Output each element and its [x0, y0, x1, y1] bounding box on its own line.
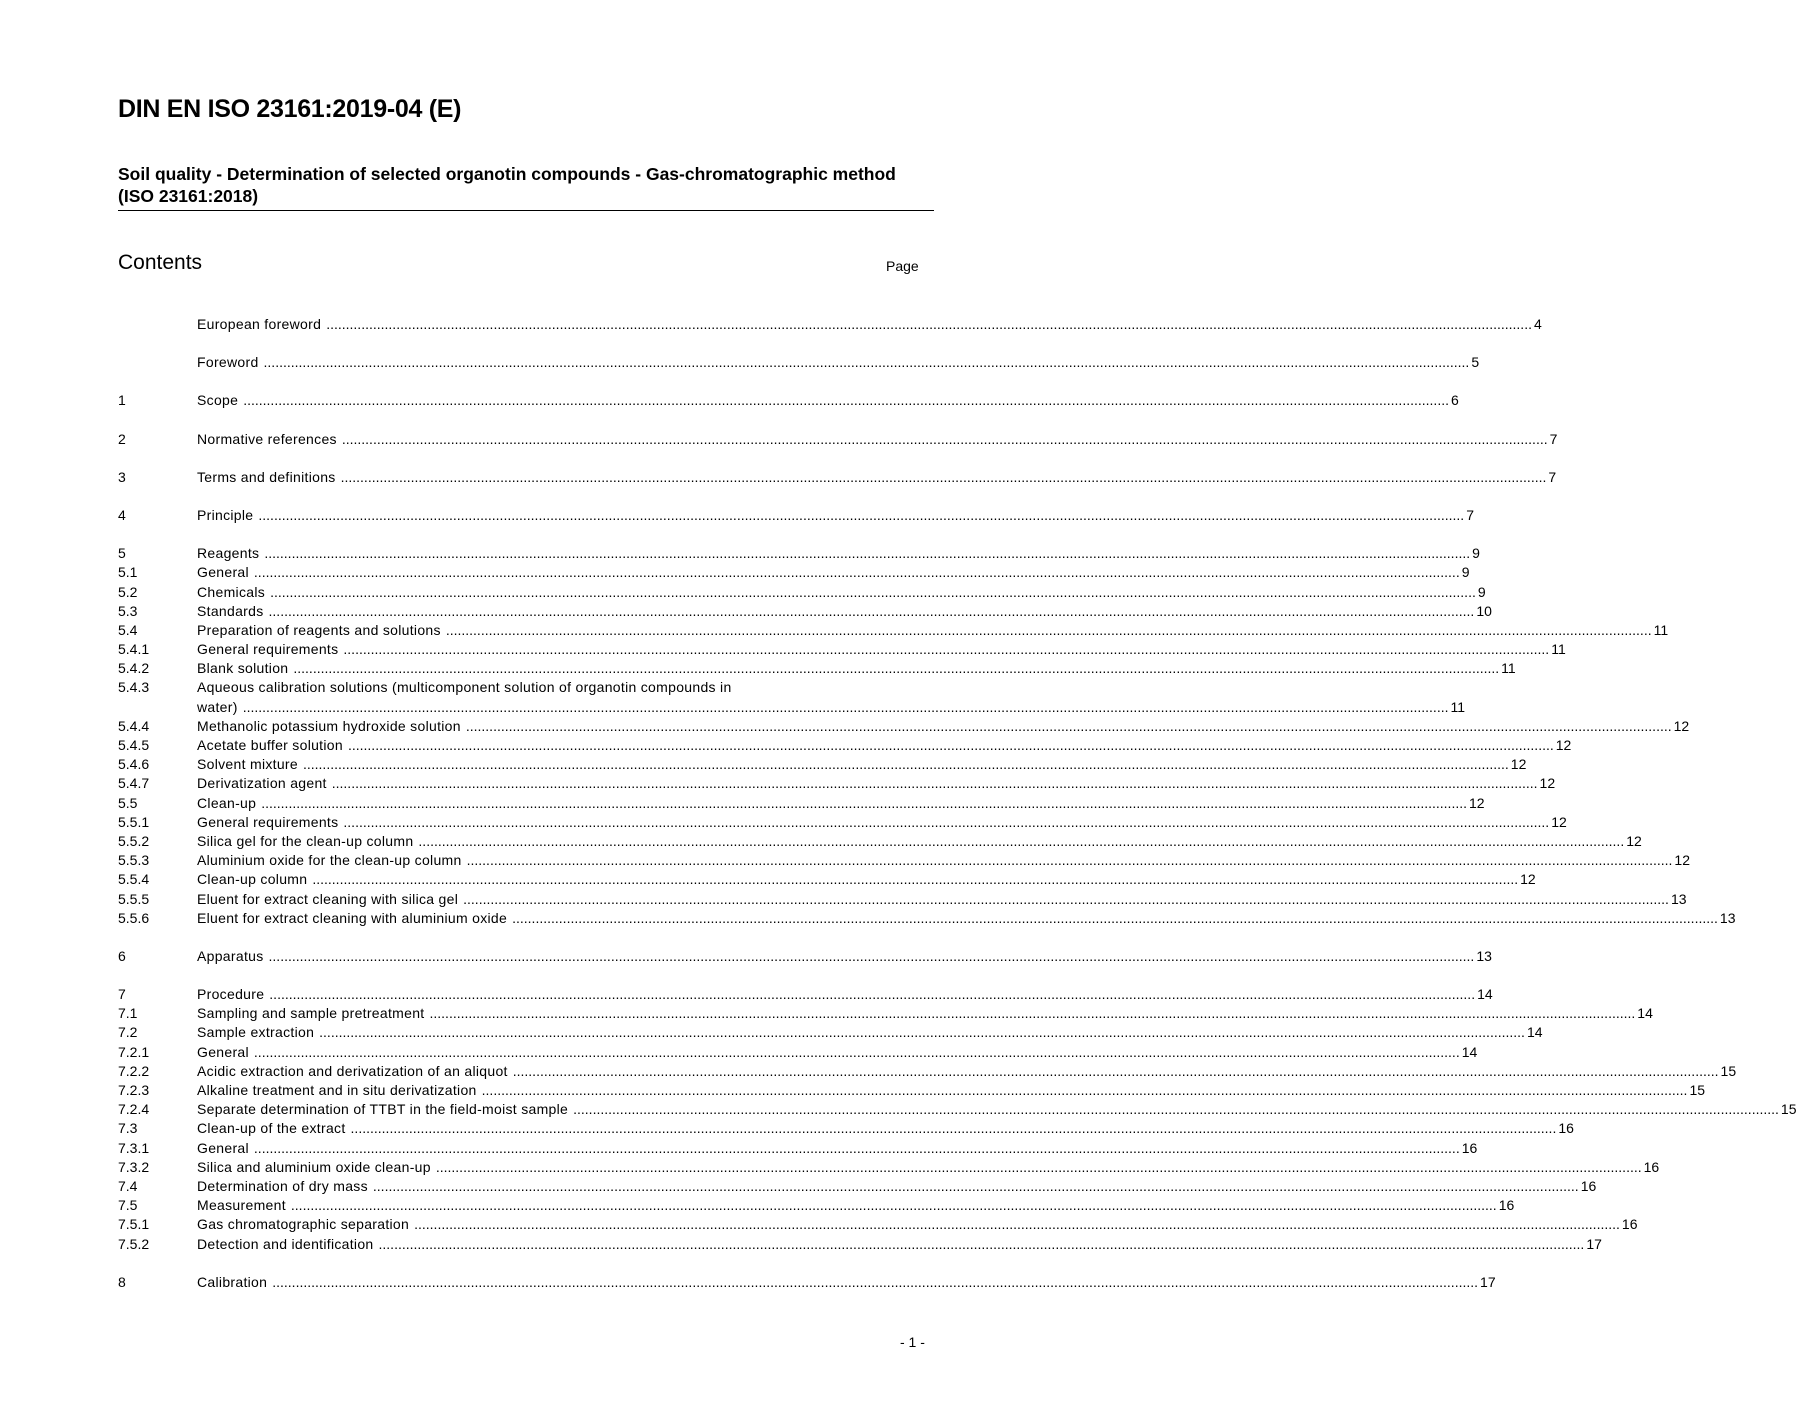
toc-dot-leader: [466, 717, 1672, 736]
toc-dot-leader: [312, 870, 1518, 889]
toc-dot-leader: [512, 909, 1718, 928]
document-id: DIN EN ISO 23161:2019-04 (E): [118, 95, 462, 123]
toc-entry-number: 7.2.1: [118, 1043, 150, 1060]
toc-entry-page: 12: [1469, 794, 1485, 811]
toc-dot-leader: [446, 621, 1652, 640]
toc-entry-page: 12: [1674, 852, 1690, 869]
toc-entry-page: 7: [1548, 468, 1557, 485]
toc-entry-page: 14: [1461, 1043, 1478, 1060]
page-number: - 1 -: [900, 1334, 925, 1350]
toc-entry[interactable]: [118, 1196, 1515, 1215]
toc-entry-number: 5.5.4: [118, 871, 150, 888]
toc-entry-number: 5.4.6: [118, 756, 150, 773]
toc-entry-page: 16: [1558, 1120, 1574, 1137]
toc-entry-number: 5.2: [118, 583, 138, 600]
toc-entry-number: 7.5.2: [118, 1235, 150, 1252]
toc-entry-page: 16: [1461, 1139, 1478, 1156]
toc-entry-title: Normative references: [197, 430, 337, 447]
toc-dot-leader: [341, 468, 1547, 487]
toc-entry[interactable]: [118, 1215, 1638, 1234]
toc-entry[interactable]: [118, 717, 1690, 736]
toc-entry-title: Alkaline treatment and in situ derivatization: [197, 1082, 477, 1098]
toc-entry[interactable]: [118, 353, 1480, 372]
toc-entry-title: Acetate buffer solution: [197, 737, 343, 753]
toc-entry[interactable]: [118, 1081, 1706, 1100]
toc-entry-title: Separate determination of TTBT in the field-moist sample: [197, 1101, 569, 1118]
toc-dot-leader: [436, 1158, 1642, 1177]
toc-entry[interactable]: [118, 1100, 1797, 1119]
toc-entry-title: General requirements: [197, 641, 339, 658]
toc-entry-title: Sample extraction: [197, 1024, 315, 1041]
toc-entry-page: 9: [1472, 545, 1480, 562]
toc-dot-leader: [254, 563, 1460, 582]
toc-entry-number: 6: [118, 947, 126, 964]
page-column-label: Page: [886, 258, 919, 274]
toc-entry-number: 7: [118, 986, 126, 1003]
toc-entry-number: 7.2.2: [118, 1062, 150, 1079]
toc-entry-number: 5.4.7: [118, 775, 150, 792]
toc-entry-page: 12: [1510, 756, 1527, 773]
toc-entry-page: 9: [1461, 564, 1470, 581]
toc-entry-title: Aluminium oxide for the clean-up column: [197, 852, 462, 869]
toc-entry-page: 15: [1780, 1101, 1797, 1118]
toc-entry-page: 12: [1626, 832, 1642, 849]
toc-entry-page: 15: [1689, 1082, 1706, 1098]
toc-dot-leader: [482, 1081, 1688, 1100]
toc-entry[interactable]: [118, 774, 1556, 793]
toc-entry-title: Eluent for extract cleaning with aluminium oxide: [197, 909, 508, 926]
document-subtitle: Soil quality - Determination of selected organotin compounds - Gas-chromatographic method (ISO 23161:2018): [118, 164, 896, 206]
toc-dot-leader: [343, 813, 1549, 832]
toc-entry-number: 5.4.3: [118, 679, 150, 696]
contents-heading: Contents: [118, 251, 203, 274]
toc-entry-title: Clean-up of the extract: [197, 1120, 346, 1137]
toc-entry[interactable]: [118, 1023, 1543, 1042]
toc-entry-number: 7.3: [118, 1120, 138, 1137]
toc-entry-page: 12: [1673, 717, 1690, 734]
toc-entry-page: 15: [1720, 1062, 1737, 1079]
toc-entry-number: 7.5: [118, 1197, 138, 1214]
toc-entry[interactable]: [118, 870, 1536, 889]
toc-entry-title: Gas chromatographic separation: [197, 1216, 410, 1233]
toc-dot-leader: [293, 659, 1499, 678]
toc-entry[interactable]: [118, 794, 1485, 813]
toc-entry-title: Calibration: [197, 1273, 268, 1290]
toc-dot-leader: [332, 774, 1538, 793]
toc-dot-leader: [243, 698, 1449, 717]
toc-entry-page: 7: [1549, 430, 1558, 447]
toc-dot-leader: [467, 851, 1673, 870]
toc-entry[interactable]: [118, 1273, 1496, 1292]
toc-entry-number: 5.4.4: [118, 717, 150, 734]
toc-entry-number: 7.2.3: [118, 1082, 150, 1098]
toc-dot-leader: [342, 430, 1548, 449]
toc-entry-page: 16: [1621, 1216, 1638, 1233]
toc-entry-number: 7.5.1: [118, 1216, 150, 1233]
toc-entry[interactable]: [118, 602, 1492, 621]
toc-entry-number: 5: [118, 545, 126, 562]
toc-entry-number: 5.4.5: [118, 737, 150, 753]
toc-entry-title: Derivatization agent: [197, 775, 327, 792]
table-of-contents: [118, 315, 1797, 1292]
toc-entry-title: Acidic extraction and derivatization of an aliquot: [197, 1062, 508, 1079]
toc-entry[interactable]: [118, 640, 1566, 659]
toc-entry-number: 3: [118, 468, 126, 485]
toc-entry[interactable]: [118, 755, 1527, 774]
toc-entry[interactable]: [118, 468, 1557, 487]
toc-entry[interactable]: [118, 813, 1567, 832]
toc-entry-number: 5.4.2: [118, 660, 150, 677]
toc-dot-leader: [269, 947, 1475, 966]
toc-entry-page: 10: [1476, 602, 1492, 619]
toc-entry-number: 7.2.4: [118, 1101, 150, 1118]
toc-entry-page: 16: [1498, 1197, 1515, 1214]
toc-entry[interactable]: [118, 1119, 1574, 1138]
toc-entry-title: Silica and aluminium oxide clean-up: [197, 1158, 431, 1175]
toc-entry-number: 5.5.6: [118, 909, 150, 926]
toc-dot-leader: [258, 506, 1464, 525]
toc-entry[interactable]: [118, 315, 1542, 334]
toc-entry[interactable]: [118, 1043, 1478, 1062]
toc-entry-title: Silica gel for the clean-up column: [197, 832, 414, 849]
toc-entry-title: Scope: [197, 392, 239, 409]
toc-dot-leader: [351, 1119, 1557, 1138]
toc-entry-number: 5.4.1: [118, 641, 150, 658]
toc-entry-page: 12: [1555, 737, 1572, 753]
toc-entry[interactable]: [118, 985, 1493, 1004]
toc-entry[interactable]: [118, 583, 1486, 602]
toc-entry-page: 12: [1551, 813, 1567, 830]
toc-entry-page: 11: [1501, 660, 1516, 677]
toc-dot-leader: [264, 353, 1470, 372]
toc-dot-leader: [343, 640, 1549, 659]
toc-entry-title: Determination of dry mass: [197, 1177, 368, 1194]
toc-dot-leader: [272, 1273, 1478, 1292]
toc-entry-number: 2: [118, 430, 126, 447]
toc-entry[interactable]: [118, 909, 1736, 928]
toc-entry-number: 7.4: [118, 1177, 138, 1194]
toc-entry-page: 16: [1643, 1158, 1660, 1175]
toc-entry[interactable]: [118, 1139, 1478, 1158]
toc-entry-page: 13: [1719, 909, 1736, 926]
toc-entry[interactable]: [118, 736, 1572, 755]
toc-entry-number: 1: [118, 392, 126, 409]
toc-entry-title: Procedure: [197, 986, 265, 1003]
toc-entry-page: 16: [1580, 1177, 1597, 1194]
toc-entry[interactable]: [118, 1062, 1737, 1081]
toc-dot-leader: [414, 1215, 1620, 1234]
toc-dot-leader: [243, 391, 1449, 410]
toc-entry[interactable]: [118, 621, 1669, 640]
toc-entry-number: 5.4: [118, 621, 138, 638]
toc-entry-title: Aqueous calibration solutions (multicomponent solution of organotin compounds in: [197, 679, 732, 696]
toc-entry-number: 5.5.5: [118, 890, 150, 907]
toc-dot-leader: [379, 1235, 1585, 1254]
toc-dot-leader: [319, 1023, 1525, 1042]
toc-entry[interactable]: [118, 678, 920, 697]
toc-entry[interactable]: [118, 391, 1459, 410]
toc-entry[interactable]: [118, 506, 1474, 525]
toc-entry-title: General: [197, 1043, 249, 1060]
toc-entry[interactable]: [118, 947, 1492, 966]
toc-entry-title: Principle: [197, 506, 254, 523]
toc-dot-leader: [573, 1100, 1779, 1119]
toc-entry-title: Chemicals: [197, 583, 266, 600]
toc-dot-leader: [291, 1196, 1497, 1215]
toc-dot-leader: [261, 794, 1467, 813]
toc-entry-title: Clean-up: [197, 794, 257, 811]
toc-dot-leader: [254, 1043, 1460, 1062]
toc-dot-leader: [373, 1177, 1579, 1196]
toc-entry-page: 12: [1520, 871, 1536, 888]
toc-entry[interactable]: [118, 1177, 1597, 1196]
toc-entry-number: 5.5: [118, 794, 138, 811]
toc-entry-number: 4: [118, 506, 126, 523]
toc-entry-page: 17: [1480, 1273, 1496, 1290]
toc-entry[interactable]: [118, 832, 1642, 851]
toc-entry-title: European foreword: [197, 316, 322, 332]
toc-entry[interactable]: [118, 890, 1687, 909]
toc-entry-page: 14: [1637, 1005, 1653, 1022]
toc-entry-title: Sampling and sample pretreatment: [197, 1005, 425, 1022]
toc-entry[interactable]: [118, 659, 1516, 678]
toc-entry-title: Terms and definitions: [197, 468, 336, 485]
toc-entry-number: 5.3: [118, 602, 138, 619]
toc-entry-page: 14: [1477, 986, 1493, 1003]
toc-entry-title: Foreword: [197, 354, 259, 371]
toc-entry-title: Methanolic potassium hydroxide solution: [197, 717, 461, 734]
toc-entry[interactable]: [118, 1004, 1653, 1023]
toc-entry-title: Standards: [197, 602, 264, 619]
toc-dot-leader: [303, 755, 1509, 774]
toc-dot-leader: [264, 544, 1470, 563]
header-divider: [118, 210, 934, 211]
toc-entry-page: 11: [1450, 698, 1466, 715]
toc-entry-page: 14: [1526, 1024, 1543, 1041]
toc-entry[interactable]: [118, 851, 1690, 870]
toc-entry[interactable]: [118, 1235, 1602, 1254]
toc-entry-number: 7.3.2: [118, 1158, 150, 1175]
toc-entry-number: 5.1: [118, 564, 138, 581]
toc-dot-leader: [270, 583, 1476, 602]
toc-dot-leader: [430, 1004, 1636, 1023]
toc-entry[interactable]: [118, 544, 1480, 563]
toc-dot-leader: [513, 1062, 1719, 1081]
toc-entry-page: 11: [1551, 641, 1566, 658]
toc-entry-page: 9: [1477, 583, 1486, 600]
toc-entry[interactable]: [118, 563, 1470, 582]
toc-entry-page: 13: [1476, 947, 1492, 964]
toc-entry-number: 5.5.3: [118, 852, 150, 869]
toc-entry-page: 12: [1539, 775, 1556, 792]
toc-dot-leader: [254, 1139, 1460, 1158]
toc-entry-page: 7: [1466, 506, 1474, 523]
toc-dot-leader: [418, 832, 1624, 851]
toc-entry-number: 7.3.1: [118, 1139, 150, 1156]
toc-entry-page: 11: [1653, 621, 1669, 638]
toc-entry-title: General requirements: [197, 813, 339, 830]
toc-entry-number: 7.1: [118, 1005, 138, 1022]
toc-dot-leader: [269, 602, 1475, 621]
toc-entry-title: Preparation of reagents and solutions: [197, 621, 441, 638]
toc-entry-title: Clean-up column: [197, 871, 308, 888]
toc-entry-page: 4: [1533, 316, 1542, 332]
toc-entry-title: General: [197, 1139, 249, 1156]
toc-entry-title: Reagents: [197, 545, 260, 562]
toc-entry[interactable]: [118, 698, 1466, 717]
toc-entry-number: 5.5.2: [118, 832, 150, 849]
toc-entry-title: Apparatus: [197, 947, 264, 964]
toc-entry-title: Detection and identification: [197, 1235, 374, 1252]
toc-entry-title: water): [197, 698, 238, 715]
toc-entry[interactable]: [118, 430, 1558, 449]
toc-entry-number: 8: [118, 1273, 126, 1290]
toc-entry-number: 5.5.1: [118, 813, 150, 830]
toc-entry-title: Solvent mixture: [197, 756, 298, 773]
toc-dot-leader: [326, 315, 1532, 334]
toc-entry-number: 7.2: [118, 1024, 138, 1041]
toc-entry-title: General: [197, 564, 249, 581]
toc-entry-page: 13: [1670, 890, 1687, 907]
toc-dot-leader: [463, 890, 1669, 909]
toc-dot-leader: [348, 736, 1554, 755]
toc-entry-page: 5: [1471, 354, 1480, 371]
toc-entry-title: Eluent for extract cleaning with silica gel: [197, 890, 459, 907]
toc-entry-title: Measurement: [197, 1197, 286, 1214]
toc-entry-page: 17: [1586, 1235, 1602, 1252]
toc-entry-title: Blank solution: [197, 660, 289, 677]
toc-entry-page: 6: [1451, 392, 1459, 409]
toc-entry[interactable]: [118, 1158, 1660, 1177]
toc-dot-leader: [269, 985, 1475, 1004]
